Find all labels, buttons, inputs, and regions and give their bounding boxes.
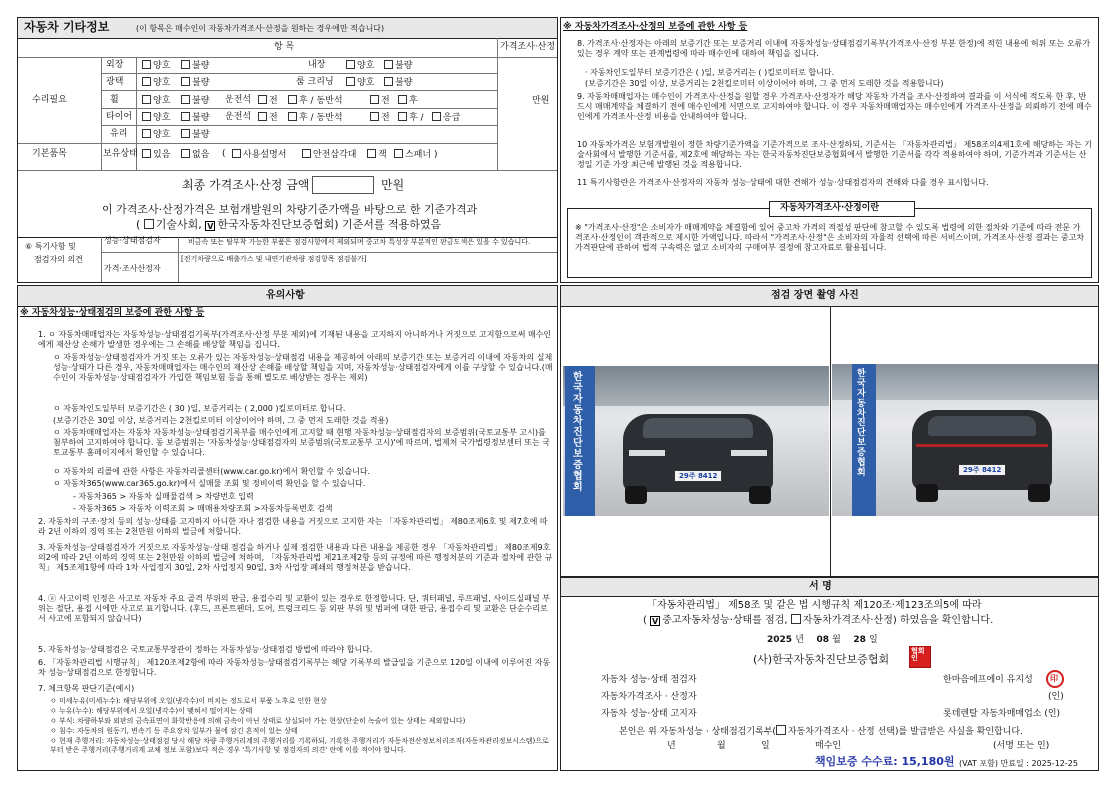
caution-p1f: ㅇ 자동차의 리콜에 관한 사항은 자동차리콜센터(www.car.go.kr)에서 확인할 수 있습니다. [53, 467, 371, 476]
checkbox-used-car-checked[interactable]: V [651, 617, 659, 626]
checkbox[interactable] [142, 77, 151, 86]
car-taillight-bar [916, 444, 1048, 447]
caution-p1g: ㅇ 자동차365(www.car365.go.kr)에서 실매물 조회 및 정비이력 확인을 할 수 있습니다. [53, 479, 366, 488]
checkbox[interactable] [288, 95, 297, 104]
price-item-11: 11 특기사항란은 가격조사·산정자의 자동차 성능·상태에 대한 견해가 성능·상태점검자의 견해와 다를 경우 표시합니다. [577, 178, 989, 187]
checkbox[interactable] [370, 95, 379, 104]
final-price-unit: 만원 [381, 178, 405, 192]
association-banner-text-2: 한국자동차진단보증협회 [857, 369, 866, 478]
signature-line-2: ( V 중고자동차성능·상태를 점검, 자동차가격조사·산정) 하였음을 확인합니다. [643, 615, 994, 626]
checkbox[interactable] [370, 112, 379, 121]
caution-p1e: ㅇ 자동차매매업자는 자동차 자동차성능·상태점검기록부를 매수인에게 고지할 때 현행 자동차성능·상태점검자의 보증범위(국토교통부 고시)를 첨부하여 고지하여야 합니다. 동 보증범위는 '자동차성능·상태점검자의 보증범위(국토교통부 고시)'에 따르며, 법제처 국가법령정보센터 또는 국토교통부 홈페이지에서 확인할 수 있습니다. [53, 428, 551, 458]
room-clean-bad[interactable]: 불량 [384, 77, 412, 88]
row2-label: 자동차가격조사 · 산정자 [601, 692, 697, 702]
special-perf-note-2: [전기차량으로 배출가스 및 내연기관차량 점검항목 점검불가] [181, 255, 367, 263]
row1-label: 자동차 성능·상태 점검자 [601, 675, 697, 685]
room-clean-label: 룸 크리닝 [296, 77, 334, 87]
caution-section [17, 285, 558, 771]
tire-good[interactable]: 양호 [142, 112, 170, 123]
caution-p7e: ㅇ 현재 주행거리: 자동차성능·상태점검 당시 해당 차량 주행거리계의 주행거리를 기록하되, 기록한 주행거리가 자동차전산정보처리조직(자동차관리정보시스템)으로부터 받은 주행거리(주행거리계 교체 정보 포함)보다 적은 경우 '특기사항 및 점검자의 의견' 란에 이를 적어야 합니다. [50, 737, 549, 754]
basis-line-2: ( 기술사회, V 한국자동차진단보증협회) 기준서를 적용하였음 [136, 218, 442, 231]
signature-heading: 서 명 [809, 581, 832, 592]
tire-passenger-rear[interactable]: 후 / [398, 112, 424, 123]
glass-bad[interactable]: 불량 [181, 129, 209, 140]
caution-p1h: - 자동차365 > 자동차 실매물검색 > 차량번호 입력 [73, 492, 254, 501]
checkbox[interactable] [367, 149, 376, 158]
room-clean-good[interactable]: 양호 [346, 77, 374, 88]
tire-driver-label: 운전석 [225, 112, 252, 122]
association-seal-text: 협회인 [911, 647, 925, 662]
interior-good[interactable]: 양호 [346, 60, 374, 71]
tire-driver-rear[interactable]: 후 / 동반석 [288, 112, 343, 123]
gloss-good[interactable]: 양호 [142, 77, 170, 88]
checkbox[interactable] [181, 129, 190, 138]
keep-triangle[interactable]: 안전삼각대 [302, 149, 356, 160]
car-headlight-left [629, 450, 665, 456]
interior-label: 내장 [308, 60, 326, 70]
vehicle-other-info-section [17, 17, 558, 283]
row2-value: (인) [1048, 692, 1064, 702]
price-item-9: 9. 자동차매매업자는 매수인이 가격조사·산정을 원할 경우 가격조사·산정자가 해당 자동차 가격을 조사·산정하여 결과를 이 서식에 적도록 한 후, 반드시 매매계약을 체결하기 전에 매수인에게 서면으로 고지하여야 합니다. 이 경우 자동차매매업자는 매수인에게 가격조사·산정을 의뢰하기 전에 매수인에게 가격조사·산정 비용을 안내하여야 합니다. [577, 92, 1092, 122]
association-name: (사)한국자동차진단보증협회 [753, 653, 890, 666]
checkbox[interactable] [181, 77, 190, 86]
wheel-driver-rear[interactable]: 후 / 동반석 [288, 95, 343, 106]
keep-jack[interactable]: 잭 [367, 149, 387, 160]
association-banner-text: 한국자동차진단보증협회 [573, 372, 583, 493]
sign-date: 2025 년 08 월 28 일 [767, 635, 878, 645]
checkbox[interactable] [398, 95, 407, 104]
tire-bad[interactable]: 불량 [181, 112, 209, 123]
price-item-8-sub1: · 자동차인도일부터 보증기간은 ( )일, 보증거리는 ( )킬로미터로 합니다. [585, 68, 835, 77]
caution-p7a: ㅇ 미세누유(미세누수): 해당부위에 오일(냉각수)이 비치는 정도로서 부품 노후로 인한 현상 [50, 697, 327, 705]
interior-bad[interactable]: 불량 [384, 60, 412, 71]
tire-label: 타이어 [106, 112, 133, 122]
car-rear-window [928, 416, 1036, 436]
inspector-seal-text: 印 [1050, 674, 1058, 683]
special-label-2: 점검자의 의견 [34, 255, 83, 264]
checkbox[interactable] [258, 95, 267, 104]
checkbox-kada-checked[interactable]: V [207, 222, 214, 231]
checkbox[interactable] [181, 95, 190, 104]
tire-emergency[interactable]: 응급 [432, 112, 460, 123]
caution-p7: 7. 체크항목 판단기준(예시) [38, 684, 135, 693]
price-item-8-sub2: (보증기간은 30일 이상, 보증거리는 2천킬로미터 이상이어야 하며, 그 중 먼저 도래한 것을 적용합니다) [585, 79, 944, 88]
wheel-driver-label: 운전석 [225, 95, 252, 105]
checkbox[interactable] [181, 149, 190, 158]
checkbox[interactable] [432, 112, 441, 121]
keep-have[interactable]: 있음 [142, 149, 170, 160]
caution-p1c: ㅇ 자동차인도일부터 보증기간은 ( 30 )일, 보증거리는 ( 2,000 )킬로미터로 합니다. [53, 404, 346, 413]
car-headlight-right [731, 450, 767, 456]
row3-label: 자동차 성능·상태 고지자 [601, 709, 697, 719]
checkbox[interactable] [346, 60, 355, 69]
final-price-input[interactable] [312, 176, 374, 194]
car-wheel-rear-left [916, 484, 938, 502]
checkbox[interactable] [142, 129, 151, 138]
inspection-photo-rear [832, 364, 1098, 516]
exterior-bad[interactable]: 불량 [181, 60, 209, 71]
caution-p2: 2. 자동차의 구조·장치 등의 성능·상태를 고지하지 아니한 자나 점검한 내용을 거짓으로 고지한 자는 「자동차관리법」 제80조제6호 및 제7호에 따라 2년 이하의 징역 또는 2천만원 이하의 벌금에 처합니다. [38, 517, 548, 537]
keep-spanner[interactable]: 스패너 ) [394, 149, 437, 160]
keep-status-label: 보유상태 [103, 149, 138, 159]
tire-driver-front[interactable]: 전 [258, 112, 278, 123]
checkbox[interactable] [346, 77, 355, 86]
car-wheel-right [749, 486, 771, 504]
glass-good[interactable]: 양호 [142, 129, 170, 140]
price-unit-label: 만원 [532, 96, 550, 106]
checkbox[interactable] [232, 149, 241, 158]
garage-ceiling [563, 366, 829, 406]
caution-p7b: ㅇ 누유(누수): 해당부위에서 오일(냉각수)이 맺혀서 떨어지는 상태 [50, 707, 253, 715]
glass-label: 유리 [110, 129, 128, 139]
caution-p1a: 1. ㅇ 자동차매매업자는 자동차성능·상태점검기록부(가격조사·산정 부분 제외)에 기재된 내용을 고지하지 아니하거나 거짓으로 고지함으로써 매수인에게 재산상 손해가 발생한 경우에는 그 손해를 배상할 책임을 집니다. [38, 330, 552, 350]
special-price-label: 가격·조사산정자 [104, 264, 161, 273]
gloss-bad[interactable]: 불량 [181, 77, 209, 88]
price-item-8: 8. 가격조사·산정자는 아래의 보증기간 또는 보증거리 이내에 자동차성능·상태점검기록부(가격조사·산정 부분 한정)에 적힌 내용에 허위 또는 오류가 있는 경우 계약 또는 관계법령에 따라 매수인에 대하여 책임을 집니다. [577, 39, 1091, 59]
caution-p3: 3. 자동차성능·상태점검자가 거짓으로 자동차성능·상태 점검을 하거나 실제 점검한 내용과 다른 내용을 제공한 경우 「자동차관리법」 제80조제9호의2에 따라 2년 이하의 징역 또는 2천만원 이하의 벌금에 처하며, 「자동차관리법 제21조제2항 등의 규정에 따른 행정처분의 기준과 절차에 관한 규칙」 제5조제1항에 따라 1차 사업정지 30일, 2차 사업정지 90일, 3차 사업장 폐쇄의 행정처분을 받습니다. [38, 543, 553, 573]
col-header-item: 항 목 [274, 42, 295, 52]
repair-group-label: 수리필요 [32, 95, 67, 105]
caution-p1b: ㅇ 자동차성능·상태점검자가 거짓 또는 오류가 있는 자동차성능·상태점검 내용을 제공하여 아래의 보증기간 또는 보증거리 이내에 자동차의 실제 성능·상태가 다른 경우, 자동차매매업자는 매수인의 재산상 손해를 배상할 책임을 지며, 자동차성능·상태점검자에게 이를 구상할 수 있습니다.(매수인이 자동차성능·상태점검자가 가입한 책임보험 등을 통해 별도로 배상받는 경우는 제외) [53, 353, 553, 383]
photo-section [560, 285, 1099, 577]
final-price-label: 최종 가격조사·산정 금액 [182, 178, 310, 192]
caution-p5: 5. 자동차성능·상태점검은 국토교통부장관이 정하는 자동차성능·상태점검 방법에 따라야 합니다. [38, 645, 373, 654]
checkbox[interactable] [181, 60, 190, 69]
checkbox[interactable] [384, 77, 393, 86]
wheel-driver-front[interactable]: 전 [258, 95, 278, 106]
checkbox[interactable] [302, 149, 311, 158]
caution-p7d: ㅇ 침수: 자동차의 원동기, 변속기 등 주요장치 일부가 물에 잠긴 흔적이 있는 상태 [50, 727, 298, 735]
checkbox[interactable] [288, 112, 297, 121]
caution-p6: 6. 「자동차관리법 시행규칙」 제120조제2항에 따라 자동차성능·상태점검기록부는 해당 기록부의 발급일을 기준으로 120일 이내에 이루어진 자동차 성능·상태점검으로 한정합니다. [38, 658, 551, 678]
caution-subheading: ※ 자동차성능·상태점검의 보증에 관한 사항 등 [20, 308, 205, 318]
date-month-label: 월 [717, 741, 726, 751]
date-year-label: 년 [667, 741, 676, 751]
wheel-good[interactable]: 양호 [142, 95, 170, 106]
price-guarantee-section [560, 17, 1099, 283]
gloss-label: 광택 [106, 77, 124, 87]
car-wheel-rear-right [1028, 484, 1050, 502]
fee-note: (VAT 포함) 만료일 : 2025-12-25 [959, 759, 1078, 768]
price-item-10: 10 자동차가격은 보험개발원이 정한 차량기준가액을 기준가격으로 조사·산정하되, 기준서는 「자동차관리법」 제58조의4제1호에 해당하는 자는 기술사회에서 발행한 기준서를, 제2호에 해당하는 자는 한국자동차진단보증협회에서 발행한 기준서를 각각 적용하여야 하며, 기준가격과 기준서는 산정일 기준 가장 최근에 발행된 것을 적용합니다. [577, 140, 1092, 170]
photo-heading: 점검 장면 촬영 사진 [771, 290, 859, 301]
checkbox[interactable] [142, 60, 151, 69]
checkbox[interactable] [142, 95, 151, 104]
checkbox-tech-society[interactable] [144, 219, 154, 229]
fee-label: 책임보증 수수료: 15,180원 [815, 755, 955, 768]
caution-p1i: - 자동차365 > 자동차 이력조회 > 매매용차량조회 >자동차등록번호 검색 [73, 504, 333, 513]
special-perf-note: 비금속 또는 탈부착 가능한 부품은 점검사항에서 제외되며 중고차 특성상 부분적인 판금도색은 있을 수 있습니다. [188, 238, 531, 246]
date-day-label: 일 [761, 741, 770, 751]
exterior-good[interactable]: 양호 [142, 60, 170, 71]
checkbox[interactable] [384, 60, 393, 69]
row1-value: 한마음에프에이 유지성 [943, 675, 1033, 685]
section-title-note: (이 항목은 매수인이 자동차가격조사·산정을 원하는 경우에만 적습니다) [136, 24, 385, 33]
plate-front-text: 29주 8412 [679, 472, 718, 480]
signature-section [560, 577, 1099, 771]
checkbox-confirm-price[interactable] [776, 725, 786, 735]
caution-p4: 4. ⓐ 사고이력 인정은 사고로 자동차 주요 골격 부위의 판금, 용접수리 및 교환이 있는 경우로 한정합니다. 단, 쿼터패널, 루프패널, 사이드실패널 부위는 절단, 용접 시에만 사고로 표기합니다. (후드, 프론트펜더, 도어, 트렁크리드 등 외판 부위 및 범퍼에 대한 판금, 용접수리 및 교환은 단순수리로서 사고에 포함되지 않습니다) [38, 594, 550, 624]
checkbox[interactable] [394, 149, 403, 158]
checkbox[interactable] [142, 149, 151, 158]
wheel-passenger-front[interactable]: 전 [370, 95, 390, 106]
row3-value: 롯데렌탈 자동차매매업소 (인) [943, 709, 1061, 719]
special-label-1: ⑥ 특기사항 및 [25, 242, 76, 251]
tire-passenger-front[interactable]: 전 [370, 112, 390, 123]
buyer-label: 매수인 [815, 741, 842, 751]
caution-heading: 유의사항 [266, 290, 305, 301]
car-windshield [643, 418, 753, 438]
caution-p1d: (보증기간은 30일 이상, 보증거리는 2천킬로미터 이상이어야 하며, 그 중 먼저 도래한 것을 적용) [53, 416, 389, 425]
special-perf-label: 성능·상태점검자 [104, 236, 161, 245]
col-header-price: 가격조사·산정 [500, 42, 556, 52]
checkbox[interactable] [258, 112, 267, 121]
price-guarantee-heading: ※ 자동차가격조사·산정의 보증에 관한 사항 등 [563, 22, 748, 32]
keep-manual[interactable]: 사용설명서 [232, 149, 286, 160]
exterior-label: 외장 [106, 60, 124, 70]
checkbox-price-survey[interactable] [791, 614, 801, 624]
buyer-sign: (서명 또는 인) [993, 741, 1050, 751]
checkbox[interactable] [181, 112, 190, 121]
wheel-bad[interactable]: 불량 [181, 95, 209, 106]
price-definition-text: ※ "가격조사·산정"은 소비자가 매매계약을 체결함에 있어 중고차 가격의 적절성 판단에 참고할 수 있도록 법령에 의한 절차와 기준에 따라 전문 가격조사·산정인이 객관적으로 제시한 가액입니다. 따라서 "가격조사·산정"은 소비자의 자율적 선택에 따른 서비스이며, 가격조사·산정 결과는 중고차 가격판단에 관하여 법적 구속력은 없고 소비자의 구매여부 결정에 참고자료로 활용됩니다. [575, 223, 1085, 253]
basis-line-1: 이 가격조사·산정가격은 보험개발원의 차량기준가액을 바탕으로 한 기준가격과 [102, 203, 478, 216]
basic-group-label: 기본품목 [32, 149, 67, 159]
section-title: 자동차 기타정보 [24, 20, 110, 34]
car-wheel-left [625, 486, 647, 504]
signature-line-1: 「자동차관리법」 제58조 및 같은 법 시행규칙 제120조·제123조의5에 따라 [647, 600, 982, 611]
wheel-passenger-rear[interactable]: 후 [398, 95, 418, 106]
checkbox[interactable] [398, 112, 407, 121]
keep-paren: ( [222, 149, 226, 159]
plate-rear-text: 29주 8412 [963, 466, 1002, 474]
confirm-line: 본인은 위 자동차성능 · 상태점검기록부( 자동차가격조사 · 산정 선택)를 발급받은 사실을 확인합니다. [619, 727, 1023, 737]
inspection-photo-front [563, 366, 829, 516]
checkbox[interactable] [142, 112, 151, 121]
price-definition-title: 자동차가격조사·산정이란 [780, 203, 880, 213]
wheel-label: 휠 [110, 95, 119, 105]
keep-none[interactable]: 없음 [181, 149, 209, 160]
caution-p7c: ㅇ 부식: 차량하부와 외판의 금속표면이 화학반응에 의해 금속이 아닌 상태로 상실되어 가는 현상(단순히 녹슬어 있는 상태는 제외합니다) [50, 717, 466, 725]
